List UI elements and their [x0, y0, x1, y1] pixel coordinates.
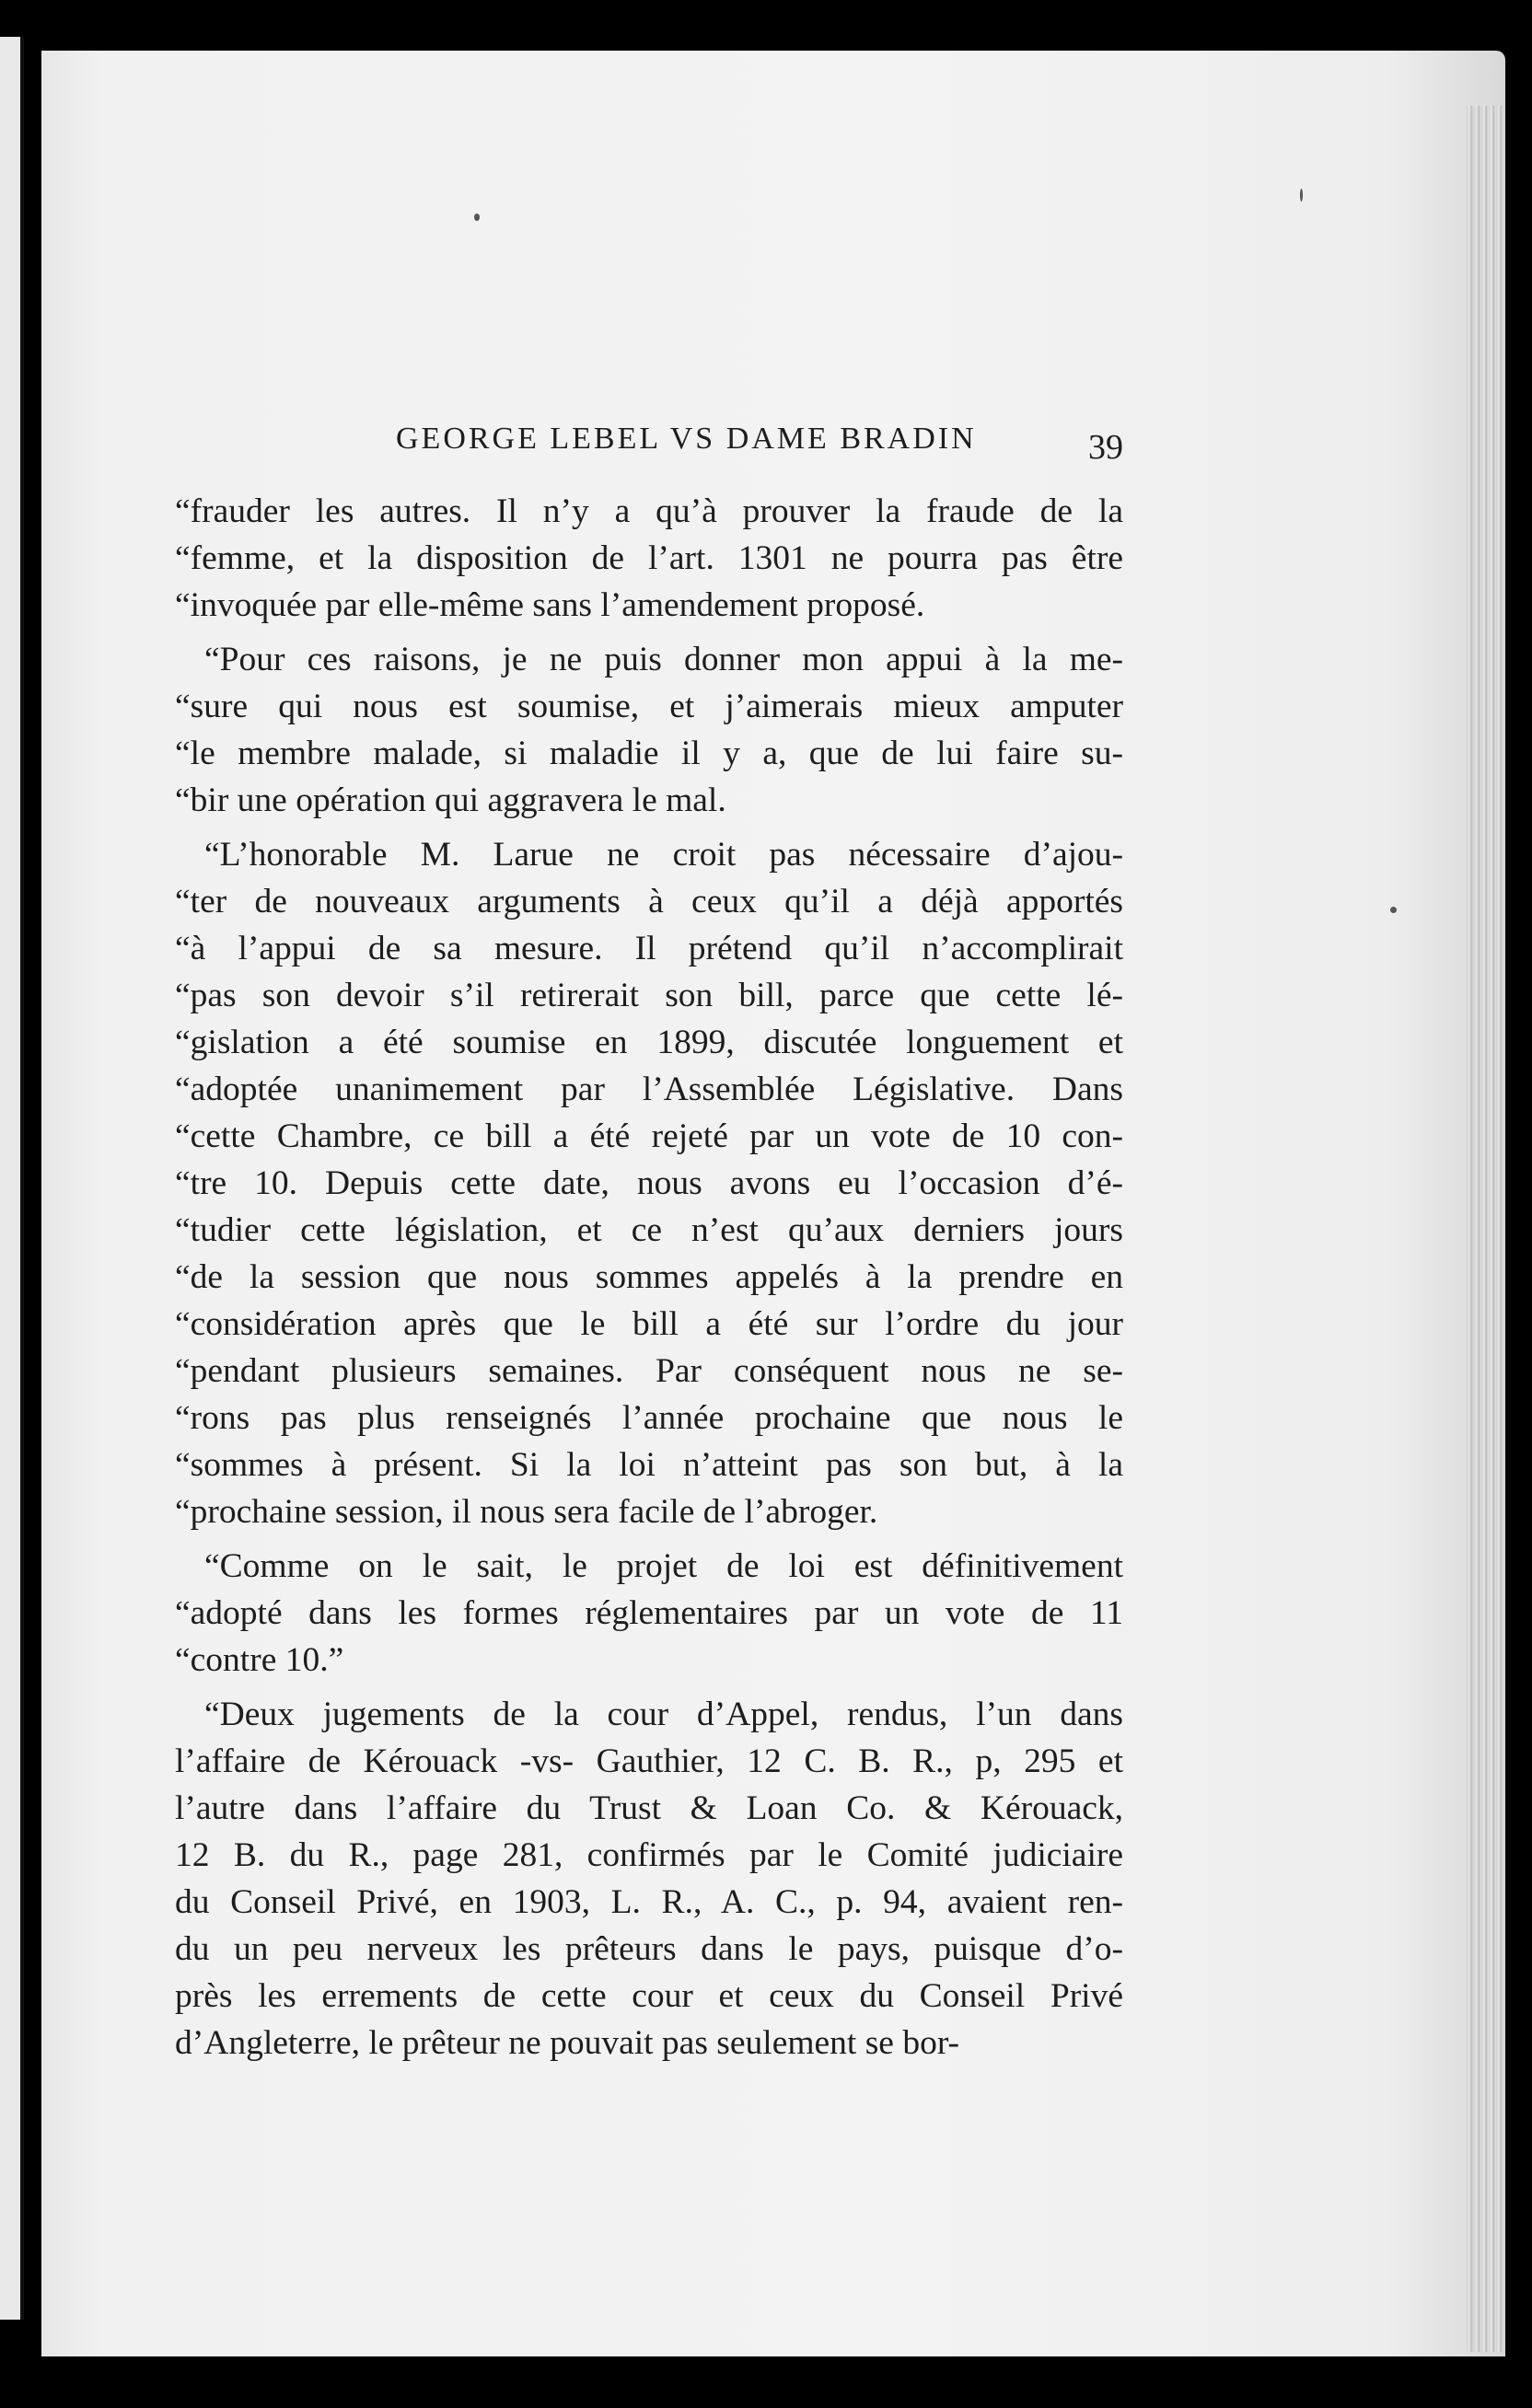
text-line: “invoquée par elle-même sans l’amendement proposé.: [175, 586, 925, 624]
adjacent-page-edge: [0, 37, 24, 2320]
text-line: “contre 10.”: [175, 1641, 344, 1679]
text-line: “ter de nouveaux arguments à ceux qu’il a déjà apportés: [175, 883, 1123, 920]
text-line: l’affaire de Kérouack -vs- Gauthier, 12 C. B. R., p, 295 et: [175, 1742, 1123, 1780]
text-line: “de la session que nous sommes appelés à la prendre en: [175, 1258, 1123, 1296]
text-line: “sure qui nous est soumise, et j’aimerais mieux amputer: [175, 688, 1123, 725]
text-line: “adoptée unanimement par l’Assemblée Législative. Dans: [175, 1071, 1123, 1108]
text-line: d’Angleterre, le prêteur ne pouvait pas seulement se bor-: [175, 2024, 960, 2062]
paragraph: [175, 1543, 1123, 1684]
paragraph: [175, 831, 1123, 1535]
text-line: “pas son devoir s’il retirerait son bill, parce que cette lé-: [175, 977, 1123, 1014]
body-text: [175, 488, 1123, 2066]
page-text: [175, 414, 1123, 2074]
text-line: du Conseil Privé, en 1903, L. R., A. C., p. 94, avaient ren-: [175, 1883, 1123, 1921]
text-line: “considération après que le bill a été sur l’ordre du jour: [175, 1305, 1123, 1343]
text-line: “L’honorable M. Larue ne croit pas nécessaire d’ajou-: [204, 836, 1123, 874]
text-line: “le membre malade, si maladie il y a, que de lui faire su-: [175, 735, 1123, 772]
text-line: “adopté dans les formes réglementaires par un vote de 11: [175, 1594, 1123, 1632]
running-title: GEORGE LEBEL VS DAME BRADIN: [396, 422, 977, 456]
paragraph: [175, 488, 1123, 629]
text-line: “sommes à présent. Si la loi n’atteint pas son but, à la: [175, 1446, 1123, 1484]
text-line: “tre 10. Depuis cette date, nous avons eu l’occasion d’é-: [175, 1164, 1123, 1202]
text-line: près les errements de cette cour et ceux du Conseil Privé: [175, 1977, 1123, 2015]
text-line: “pendant plusieurs semaines. Par conséquent nous ne se-: [175, 1352, 1123, 1390]
text-line: “femme, et la disposition de l’art. 1301 ne pourra pas être: [175, 539, 1123, 577]
text-line: “bir une opération qui aggravera le mal.: [175, 781, 726, 819]
text-line: “cette Chambre, ce bill a été rejeté par un vote de 10 con-: [175, 1117, 1123, 1155]
scan-speck: [1300, 189, 1303, 202]
text-line: “tudier cette législation, et ce n’est qu’aux derniers jours: [175, 1211, 1123, 1249]
running-head: [175, 414, 1123, 469]
text-line: 12 B. du R., page 281, confirmés par le Comité judiciaire: [175, 1836, 1123, 1874]
text-line: “Deux jugements de la cour d’Appel, rendus, l’un dans: [204, 1696, 1123, 1733]
scan-speck: [1390, 907, 1397, 913]
page-number: 39: [1088, 428, 1123, 467]
text-line: “frauder les autres. Il n’y a qu’à prouver la fraude de la: [175, 492, 1123, 530]
text-line: “à l’appui de sa mesure. Il prétend qu’il n’accomplirait: [175, 930, 1123, 967]
paragraph: [175, 636, 1123, 824]
text-line: du un peu nerveux les prêteurs dans le pays, puisque d’o-: [175, 1930, 1123, 1968]
text-line: “Pour ces raisons, je ne puis donner mon appui à la me-: [204, 641, 1123, 678]
scan-speck: [474, 214, 480, 221]
text-line: “Comme on le sait, le projet de loi est définitivement: [204, 1547, 1123, 1585]
paragraph: [175, 1691, 1123, 2066]
page-fore-edge: [1467, 106, 1505, 2352]
text-line: “rons pas plus renseignés l’année prochaine que nous le: [175, 1399, 1123, 1437]
text-line: l’autre dans l’affaire du Trust & Loan Co. & Kérouack,: [175, 1789, 1123, 1827]
text-line: “gislation a été soumise en 1899, discutée longuement et: [175, 1024, 1123, 1061]
text-line: “prochaine session, il nous sera facile de l’abroger.: [175, 1493, 878, 1531]
